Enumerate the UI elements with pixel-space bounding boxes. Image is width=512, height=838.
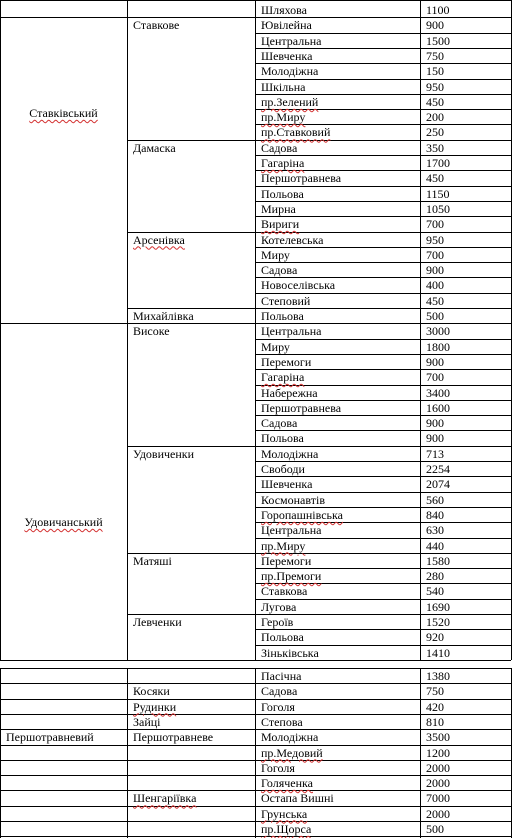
value-cell: 750 [426,684,444,699]
value-cell: 900 [426,354,444,369]
district-cell: Ставківський [29,106,98,120]
village-cell: Косяки [133,684,170,699]
street-cell: Польова [261,431,304,446]
street-cell: Центральна [261,523,322,538]
street-cell: Степовий [261,293,311,308]
street-cell: Гоголя [261,760,295,775]
table-column-line [127,0,128,660]
street-cell: пр.Миру [261,110,306,125]
value-cell: 700 [426,370,444,385]
street-cell: Польова [261,630,304,645]
value-cell: 2254 [426,462,450,476]
village-cell: Дамаска [133,140,176,155]
street-cell: Шевченка [261,477,313,492]
street-cell: Набережна [261,385,318,400]
village-cell: Ставкове [133,18,180,33]
street-cell: Степова [261,714,303,729]
value-cell: 500 [426,822,444,836]
row-line [0,714,127,715]
value-cell: 420 [426,699,444,714]
street-cell: Ставкова [261,584,308,599]
district-cell: Удовичанський [24,515,103,529]
street-cell: Свободи [261,462,305,476]
value-cell: 1580 [426,553,450,568]
street-cell: Грунська [261,806,308,821]
village-cell: Високе [133,324,170,339]
row-line [0,323,127,324]
row-line [0,760,127,761]
value-cell: 1380 [426,669,450,683]
settlement-streets-table-continued [0,668,511,838]
value-cell: 3500 [426,730,450,745]
value-cell: 500 [426,309,444,323]
row-line [127,760,255,761]
value-cell: 713 [426,446,444,461]
village-cell: Удовиченки [133,446,195,461]
street-cell: пр.Зелений [261,94,319,109]
street-cell: Зіньківська [261,645,319,660]
value-cell: 1800 [426,339,450,354]
street-cell: Ювілейна [261,18,312,33]
value-cell: 700 [426,217,444,232]
street-cell: Горопашнівська [261,507,343,522]
street-cell: Гагаріна [261,370,305,385]
street-cell: Садова [261,263,298,278]
street-cell: Центральна [261,324,322,339]
village-cell: Михайлівка [133,309,194,323]
street-cell: Космонавтів [261,492,325,507]
village-cell: Матяші [133,553,172,568]
row-line [0,790,127,791]
street-cell: пр.Ставковий [261,125,331,140]
street-cell: Гагаріна [261,156,305,170]
value-cell: 200 [426,110,444,125]
value-cell: 1100 [426,3,450,17]
street-cell: пр.Миру [261,538,306,553]
street-cell: Перемоги [261,354,312,369]
row-line [0,699,127,700]
value-cell: 950 [426,79,444,94]
value-cell: 350 [426,140,444,155]
street-cell: Вириги [261,217,300,232]
street-cell: Садова [261,684,298,699]
value-cell: 2074 [426,477,450,492]
value-cell: 450 [426,171,444,186]
value-cell: 280 [426,569,444,584]
value-cell: 630 [426,523,444,538]
street-cell: Молодіжна [261,446,319,461]
village-cell: Арсенівка [133,232,185,247]
street-cell: Шкільна [261,79,306,94]
table-column-line [420,0,421,660]
value-cell: 400 [426,278,444,293]
row-line [127,775,255,776]
table-column-line [255,0,256,660]
value-cell: 2000 [426,760,450,775]
street-cell: Гоголя [261,699,295,714]
street-cell: Пасічна [261,669,302,683]
value-cell: 1690 [426,599,450,614]
street-cell: Голяченка [261,776,313,791]
street-cell: Шляхова [261,3,307,17]
street-cell: пр.Медовий [261,745,323,760]
street-cell: Котелевська [261,232,324,247]
street-cell: Новоселівська [261,278,336,293]
table-column-line [127,668,128,838]
village-cell: Левченки [133,615,182,629]
street-cell: Першотравнева [261,400,342,415]
value-cell: 2000 [426,806,450,821]
street-cell: Молодіжна [261,64,319,79]
row-line [0,775,127,776]
value-cell: 440 [426,538,444,553]
value-cell: 450 [426,293,444,308]
value-cell: 950 [426,232,444,247]
value-cell: 250 [426,125,444,140]
value-cell: 450 [426,94,444,109]
street-cell: Миру [261,339,290,354]
street-cell: Миру [261,247,290,262]
row-line [0,821,127,822]
value-cell: 150 [426,64,444,79]
street-cell: пр.Щорса [261,822,312,836]
value-cell: 560 [426,492,444,507]
street-cell: Героїв [261,615,294,629]
value-cell: 920 [426,630,444,645]
table-column-line [255,668,256,838]
street-cell: Перемоги [261,553,312,568]
table-column-line [0,668,1,838]
value-cell: 1200 [426,745,450,760]
value-cell: 540 [426,584,444,599]
value-cell: 700 [426,247,444,262]
street-cell: Центральна [261,33,322,48]
street-cell: Лугова [261,599,297,614]
table-column-line [0,0,1,660]
village-cell: Шенгаріївка [133,791,197,806]
table-column-line [420,668,421,838]
street-cell: Польова [261,309,304,323]
village-cell: Зайці [133,714,161,729]
row-line [0,17,127,18]
street-cell: Шевченка [261,48,313,63]
street-cell: Першотравнева [261,171,342,186]
row-line [0,683,127,684]
street-cell: Молодіжна [261,730,319,745]
value-cell: 1700 [426,156,450,170]
row-line [0,806,127,807]
value-cell: 3000 [426,324,450,339]
street-cell: Польова [261,186,304,201]
street-cell: пр.Премоги [261,569,322,584]
street-cell: Садова [261,416,298,431]
value-cell: 1500 [426,33,450,48]
value-cell: 1600 [426,400,450,415]
value-cell: 1520 [426,615,450,629]
value-cell: 900 [426,263,444,278]
village-cell: Першотравневе [133,730,214,745]
table-border [0,0,511,1]
value-cell: 900 [426,431,444,446]
street-cell: Мирна [261,201,296,216]
value-cell: 3400 [426,385,450,400]
value-cell: 7000 [426,791,450,806]
value-cell: 900 [426,18,444,33]
value-cell: 900 [426,416,444,431]
street-cell: Садова [261,140,298,155]
value-cell: 1150 [426,186,450,201]
value-cell: 840 [426,507,444,522]
district-cell: Першотравневий [6,730,94,745]
value-cell: 2000 [426,776,450,791]
village-cell: Рудинки [133,699,177,714]
row-line [127,821,255,822]
value-cell: 1050 [426,201,450,216]
value-cell: 750 [426,48,444,63]
value-cell: 810 [426,714,444,729]
value-cell: 1410 [426,645,450,660]
street-cell: Остапа Вишні [261,791,334,806]
